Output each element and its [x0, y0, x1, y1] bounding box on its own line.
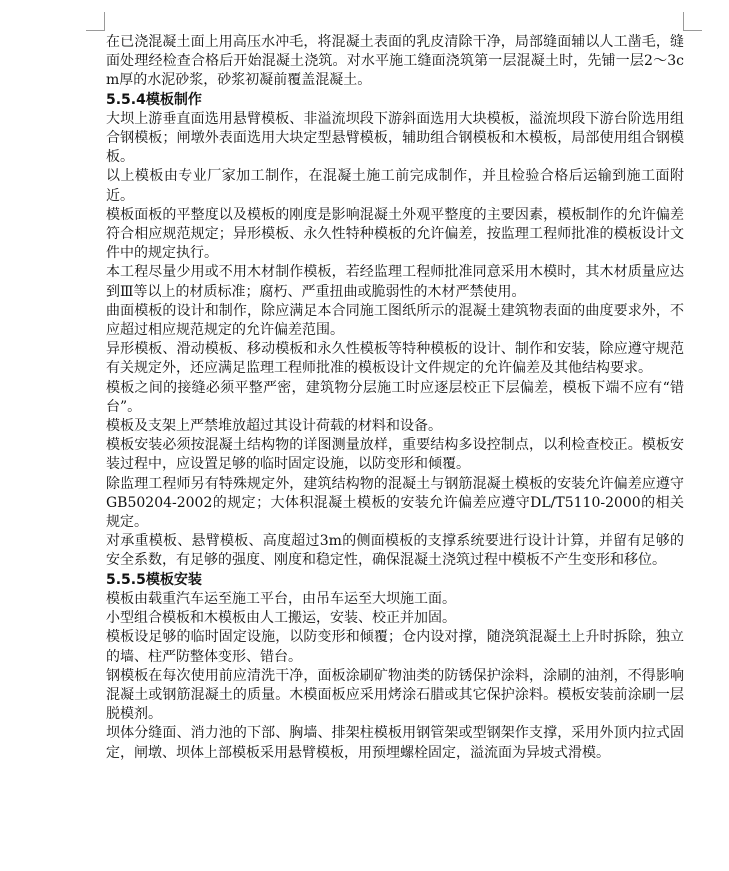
- paragraph: 在已浇混凝土面上用高压水冲毛，将混凝土表面的乳皮清除干净，局部缝面辅以人工凿毛，缝面处理经检查合格后开始混凝土浇筑。对水平施工缝面浇筑第一层混凝土时，先铺一层2～3cm厚的水泥砂浆，砂浆初凝前覆盖混凝土。: [106, 34, 684, 89]
- paragraph: 除监理工程师另有特殊规定外，建筑结构物的混凝土与钢筋混凝土模板的安装允许偏差应遵守GB50204-2002的规定；大体积混凝土模板的安装允许偏差应遵守DL/T5110-2000的相关规定。: [106, 475, 684, 531]
- paragraph: 以上模板由专业厂家加工制作，在混凝土施工前完成制作，并且检验合格后运输到施工面附近。: [106, 168, 684, 204]
- paragraph: 钢模板在每次使用前应清洗干净，面板涂刷矿物油类的防锈保护涂料，涂刷的油剂，不得影响混凝土或钢筋混凝土的质量。木模面板应采用烤涂石腊或其它保护涂料。模板安装前涂刷一层脱模剂。: [106, 667, 684, 723]
- paragraph: 本工程尽量少用或不用木材制作模板，若经监理工程师批准同意采用木模时，其木材质量应达到Ⅲ等以上的材质标准；腐朽、严重扭曲或脆弱性的木材严禁使用。: [106, 264, 684, 300]
- crop-mark-top-left: [86, 12, 105, 31]
- paragraph: 模板由载重汽车运至施工平台，由吊车运至大坝施工面。: [106, 590, 456, 607]
- paragraph: 模板及支架上严禁堆放超过其设计荷载的材料和设备。: [106, 418, 442, 435]
- paragraph: 模板之间的接缝必须平整严密，建筑物分层施工时应逐层校正下层偏差，模板下端不应有“错台”。: [106, 379, 684, 415]
- paragraph: 曲面模板的设计和制作，除应满足本合同施工图纸所示的混凝土建筑物表面的曲度要求外，不应超过相应规范规定的允许偏差范围。: [106, 302, 684, 339]
- crop-mark-top-right: [683, 12, 702, 31]
- paragraph: 模板面板的平整度以及模板的刚度是影响混凝土外观平整度的主要因素，模板制作的允许偏差符合相应规范规定；异形模板、永久性特种模板的允许偏差，按监理工程师批准的模板设计文件中的规定执行。: [106, 206, 684, 262]
- section-heading: 5.5.4模板制作: [106, 91, 202, 108]
- paragraph: 模板设足够的临时固定设施，以防变形和倾覆；仓内设对撑，随浇筑混凝土上升时拆除，独立的墙、柱严防整体变形、错台。: [106, 629, 684, 665]
- paragraph: 大坝上游垂直面选用悬臂模板、非溢流坝段下游斜面选用大块模板，溢流坝段下游台阶选用组合钢模板；闸墩外表面选用大块定型悬臂模板，辅助组合钢模板和木模板，局部使用组合钢模板。: [106, 110, 684, 166]
- section-heading: 5.5.5模板安装: [106, 571, 202, 588]
- document-page: [106, 33, 684, 763]
- paragraph: 小型组合模板和木模板由人工搬运，安装、校正并加固。: [106, 610, 456, 627]
- paragraph: 坝体分缝面、消力池的下部、胸墙、排架柱模板用钢管架或型钢架作支撑，采用外顶内拉式固定，闸墩、坝体上部模板采用悬臂模板，用预埋螺栓固定，溢流面为异坡式滑模。: [106, 725, 684, 761]
- paragraph: 异形模板、滑动模板、移动模板和永久性模板等特种模板的设计、制作和安装，除应遵守规范有关规定外，还应满足监理工程师批准的模板设计文件规定的允许偏差及其他结构要求。: [106, 341, 684, 377]
- paragraph: 对承重模板、悬臂模板、高度超过3m的侧面模板的支撑系统要进行设计计算，并留有足够的安全系数，有足够的强度、刚度和稳定性，确保混凝土浇筑过程中模板不产生变形和移位。: [106, 533, 684, 569]
- paragraph: 模板安装必须按混凝土结构物的详图测量放样，重要结构多设控制点，以利检查校正。模板安装过程中，应设置足够的临时固定设施，以防变形和倾覆。: [106, 437, 684, 473]
